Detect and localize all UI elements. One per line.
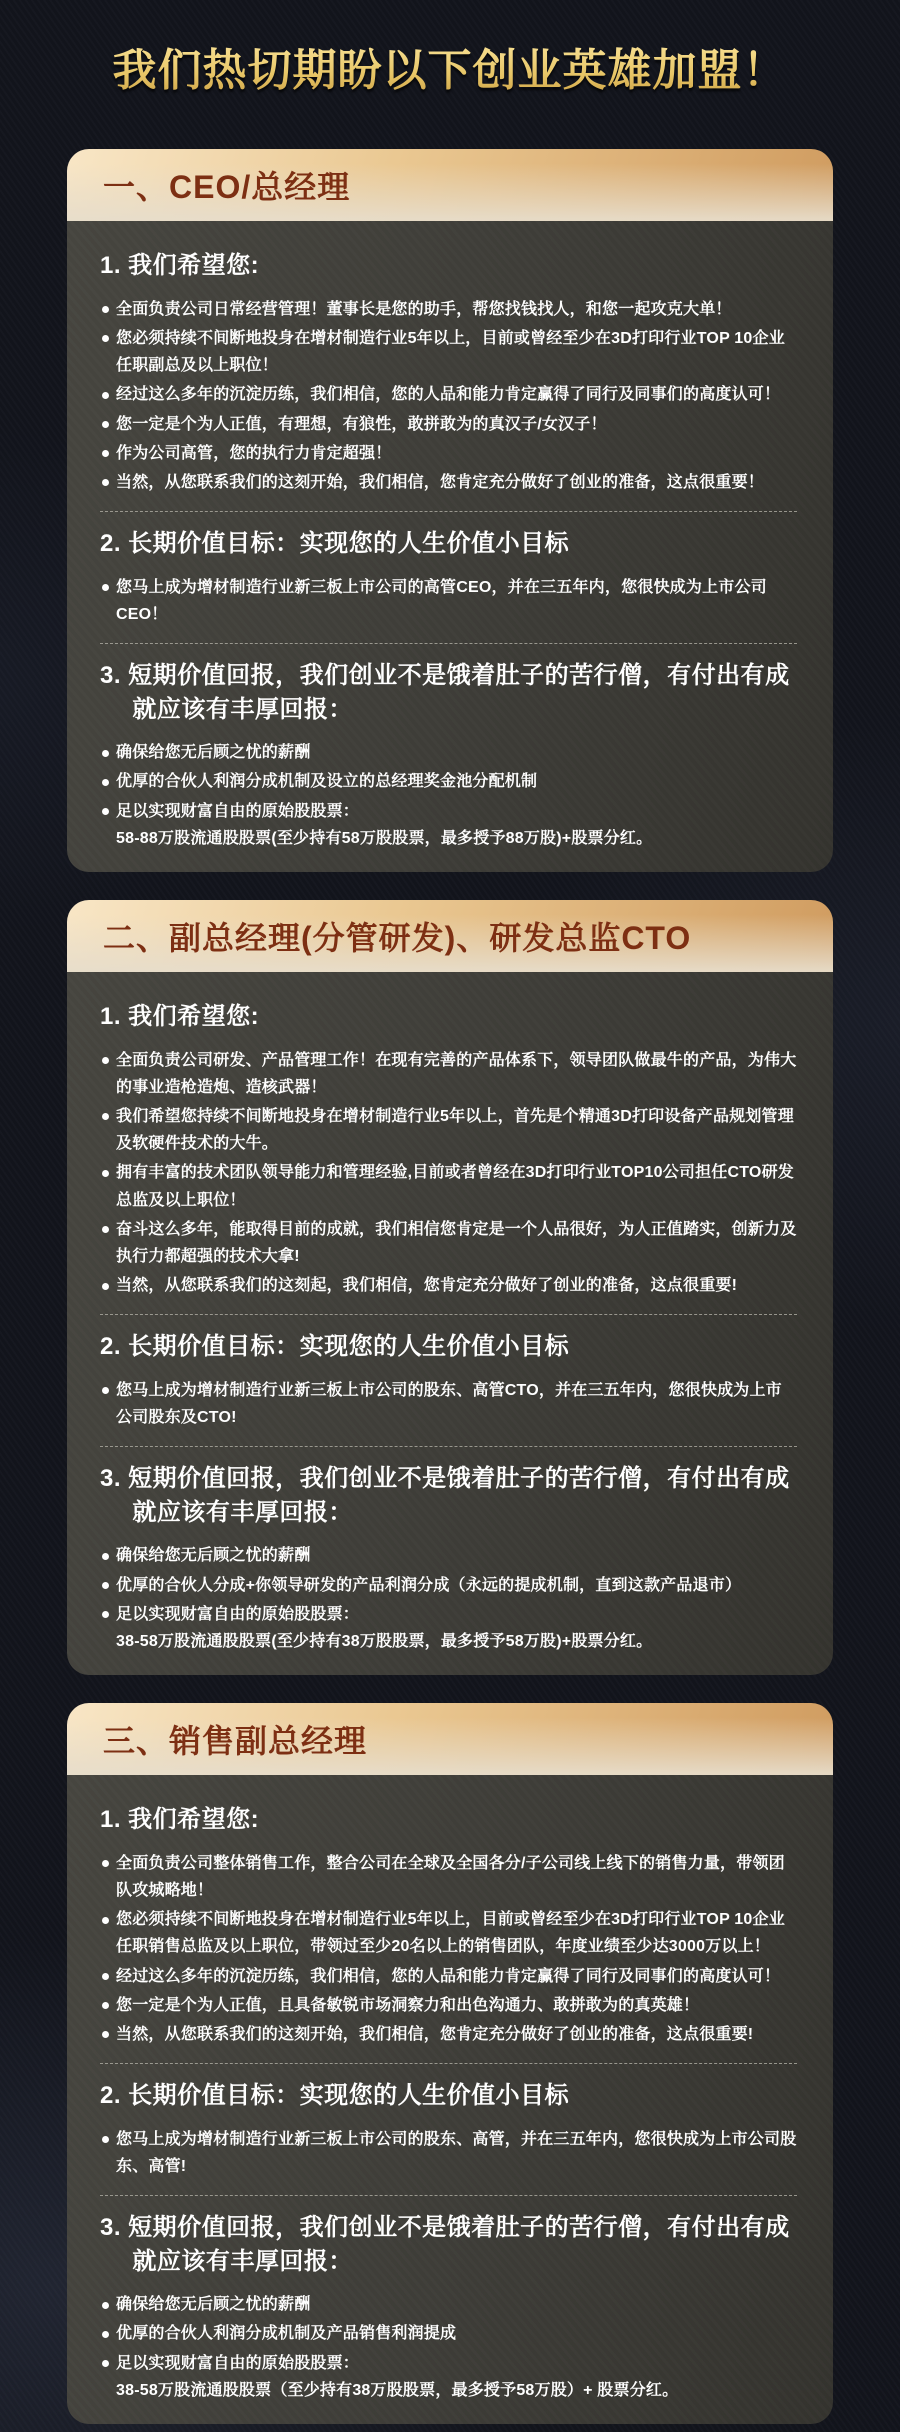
dashed-divider [100, 511, 797, 512]
bullet-item [100, 411, 797, 438]
bullet-text: 您马上成为增材制造行业新三板上市公司的高管CEO，并在三五年内，您很快成为上市公司CEO！ [116, 578, 767, 623]
part-heading: 2. 长期价值目标：实现您的人生价值小目标 [100, 530, 570, 558]
bullet-continuation: 38-58万股流通股股票(至少持有38万股股票，最多授予58万股)+股票分红。 [116, 1633, 653, 1650]
bullet-list [100, 1047, 797, 1300]
bullet-item [100, 1159, 797, 1213]
bullet-list [100, 574, 797, 628]
dashed-divider [100, 643, 797, 644]
part-heading: 1. 我们希望您: [100, 1806, 260, 1834]
bullet-item [100, 574, 797, 628]
bullet-item [100, 1542, 797, 1569]
job-section-card [67, 149, 833, 872]
bullet-text: 您马上成为增材制造行业新三板上市公司的股东、高管，并在三五年内，您很快成为上市公司股东、高管! [116, 2130, 797, 2175]
bullet-item [100, 2126, 797, 2180]
bullet-item [100, 1963, 797, 1990]
part-heading: 3. 短期价值回报，我们创业不是饿着肚子的苦行僧，有付出有成就应该有丰厚回报： [100, 2214, 790, 2275]
bullet-item [100, 1572, 797, 1599]
job-section-header [67, 900, 833, 972]
bullet-list [100, 296, 797, 496]
bullet-item [100, 1850, 797, 1904]
bullet-list [100, 2291, 797, 2404]
bullet-text: 当然，从您联系我们的这刻开始，我们相信，您肯定充分做好了创业的准备，这点很重要! [116, 2025, 754, 2043]
dashed-divider [100, 1446, 797, 1447]
bullet-text: 经过这么多年的沉淀历练，我们相信，您的人品和能力肯定赢得了同行及同事们的高度认可！ [116, 1967, 781, 1985]
bullet-item [100, 1047, 797, 1101]
bullet-text: 您马上成为增材制造行业新三板上市公司的股东、高管CTO，并在三五年内，您很快成为上市公司股东及CTO! [116, 1381, 782, 1427]
job-section-title: 一、CEO/总经理 [103, 169, 351, 206]
bullet-item [100, 1377, 797, 1431]
bullet-text: 全面负责公司整体销售工作，整合公司在全球及全国各分/子公司线上线下的销售力量，带领团队攻城略地！ [116, 1854, 785, 1899]
bullet-text: 足以实现财富自由的原始股股票： [116, 1605, 360, 1623]
bullet-text: 全面负责公司研发、产品管理工作！在现有完善的产品体系下，领导团队做最牛的产品，为伟大的事业造枪造炮、造核武器！ [116, 1051, 797, 1096]
job-section-title: 二、副总经理(分管研发)、研发总监CTO [103, 920, 692, 956]
bullet-text: 当然，从您联系我们的这刻起，我们相信，您肯定充分做好了创业的准备，这点很重要! [116, 1277, 738, 1295]
job-section-card [67, 1703, 833, 2424]
bullet-list [100, 739, 797, 852]
bullet-item [100, 325, 797, 379]
bullet-text: 确保给您无后顾之忧的薪酬 [116, 744, 311, 762]
part-heading: 3. 短期价值回报，我们创业不是饿着肚子的苦行僧，有付出有成就应该有丰厚回报： [100, 662, 790, 723]
bullet-text: 奋斗这么多年，能取得目前的成就，我们相信您肯定是一个人品很好，为人正值踏实，创新力及执行力都超强的技术大拿! [116, 1220, 797, 1265]
bullet-text: 足以实现财富自由的原始股股票： [116, 802, 360, 820]
bullet-text: 作为公司高管，您的执行力肯定超强！ [116, 444, 392, 462]
dashed-divider [100, 2063, 797, 2064]
bullet-item [100, 2320, 797, 2347]
job-section-card [67, 900, 833, 1675]
job-section-body [67, 1775, 833, 2424]
page-title: 我们热切期盼以下创业英雄加盟！ [0, 0, 900, 149]
bullet-text: 您一定是个为人正值，有理想，有狼性，敢拼敢为的真汉子/女汉子！ [116, 415, 607, 433]
bullet-item [100, 1272, 797, 1299]
job-section-header [67, 1703, 833, 1775]
bullet-item [100, 1992, 797, 2019]
dashed-divider [100, 2195, 797, 2196]
part-heading: 2. 长期价值目标：实现您的人生价值小目标 [100, 1333, 570, 1361]
bullet-item [100, 2350, 797, 2404]
bullet-item [100, 1601, 797, 1655]
job-section-body [67, 972, 833, 1675]
bullet-text: 您必须持续不间断地投身在增材制造行业5年以上，目前或曾经至少在3D打印行业TOP 10企业任职副总及以上职位！ [116, 329, 785, 375]
bullet-text: 优厚的合伙人利润分成机制及设立的总经理奖金池分配机制 [116, 773, 538, 791]
bullet-item [100, 381, 797, 408]
bullet-text: 确保给您无后顾之忧的薪酬 [116, 1547, 311, 1565]
bullet-continuation: 38-58万股流通股股票（至少持有38万股股票，最多授予58万股）+ 股票分红。 [116, 2381, 679, 2399]
job-section-header [67, 149, 833, 221]
bullet-item [100, 440, 797, 467]
bullet-text: 您一定是个为人正值，且具备敏锐市场洞察力和出色沟通力、敢拼敢为的真英雄！ [116, 1996, 700, 2014]
bullet-list [100, 2126, 797, 2180]
bullet-item [100, 768, 797, 795]
bullet-list [100, 1542, 797, 1655]
bullet-item [100, 469, 797, 496]
bullet-item [100, 1216, 797, 1270]
bullet-list [100, 1850, 797, 2048]
bullet-item [100, 1103, 797, 1157]
bullet-text: 拥有丰富的技术团队领导能力和管理经验,目前或者曾经在3D打印行业TOP10公司担任CTO研发总监及以上职位！ [116, 1164, 794, 1209]
part-heading: 2. 长期价值目标：实现您的人生价值小目标 [100, 2082, 570, 2110]
job-section-body [67, 221, 833, 872]
bullet-text: 优厚的合伙人分成+你领导研发的产品利润分成（永远的提成机制，直到这款产品退市） [116, 1576, 742, 1594]
part-heading: 1. 我们希望您: [100, 1003, 260, 1030]
job-section-title: 三、销售副总经理 [103, 1723, 368, 1760]
part-heading: 1. 我们希望您: [100, 252, 260, 280]
bullet-item [100, 2291, 797, 2318]
bullet-text: 您必须持续不间断地投身在增材制造行业5年以上，目前或曾经至少在3D打印行业TOP 10企业任职销售总监及以上职位，带领过至少20名以上的销售团队，年度业绩至少达3000万以上！ [116, 1911, 785, 1956]
bullet-item [100, 2021, 797, 2048]
bullet-item [100, 798, 797, 852]
dashed-divider [100, 1314, 797, 1315]
bullet-item [100, 296, 797, 323]
part-heading: 3. 短期价值回报，我们创业不是饿着肚子的苦行僧，有付出有成就应该有丰厚回报： [100, 1465, 790, 1526]
bullet-item [100, 1906, 797, 1960]
bullet-text: 优厚的合伙人利润分成机制及产品销售利润提成 [116, 2325, 457, 2343]
bullet-text: 我们希望您持续不间断地投身在增材制造行业5年以上，首先是个精通3D打印设备产品规划管理及软硬件技术的大牛。 [116, 1107, 794, 1153]
bullet-text: 全面负责公司日常经营管理！董事长是您的助手，帮您找钱找人，和您一起攻克大单！ [116, 300, 732, 318]
job-sections [0, 149, 900, 2424]
bullet-text: 经过这么多年的沉淀历练，我们相信，您的人品和能力肯定赢得了同行及同事们的高度认可！ [116, 386, 781, 404]
bullet-text: 足以实现财富自由的原始股股票： [116, 2354, 360, 2372]
bullet-continuation: 58-88万股流通股股票(至少持有58万股股票，最多授予88万股)+股票分红。 [116, 829, 653, 847]
bullet-list [100, 1377, 797, 1431]
bullet-text: 确保给您无后顾之忧的薪酬 [116, 2296, 311, 2314]
bullet-text: 当然，从您联系我们的这刻开始，我们相信，您肯定充分做好了创业的准备，这点很重要！ [116, 473, 765, 491]
bullet-item [100, 739, 797, 766]
